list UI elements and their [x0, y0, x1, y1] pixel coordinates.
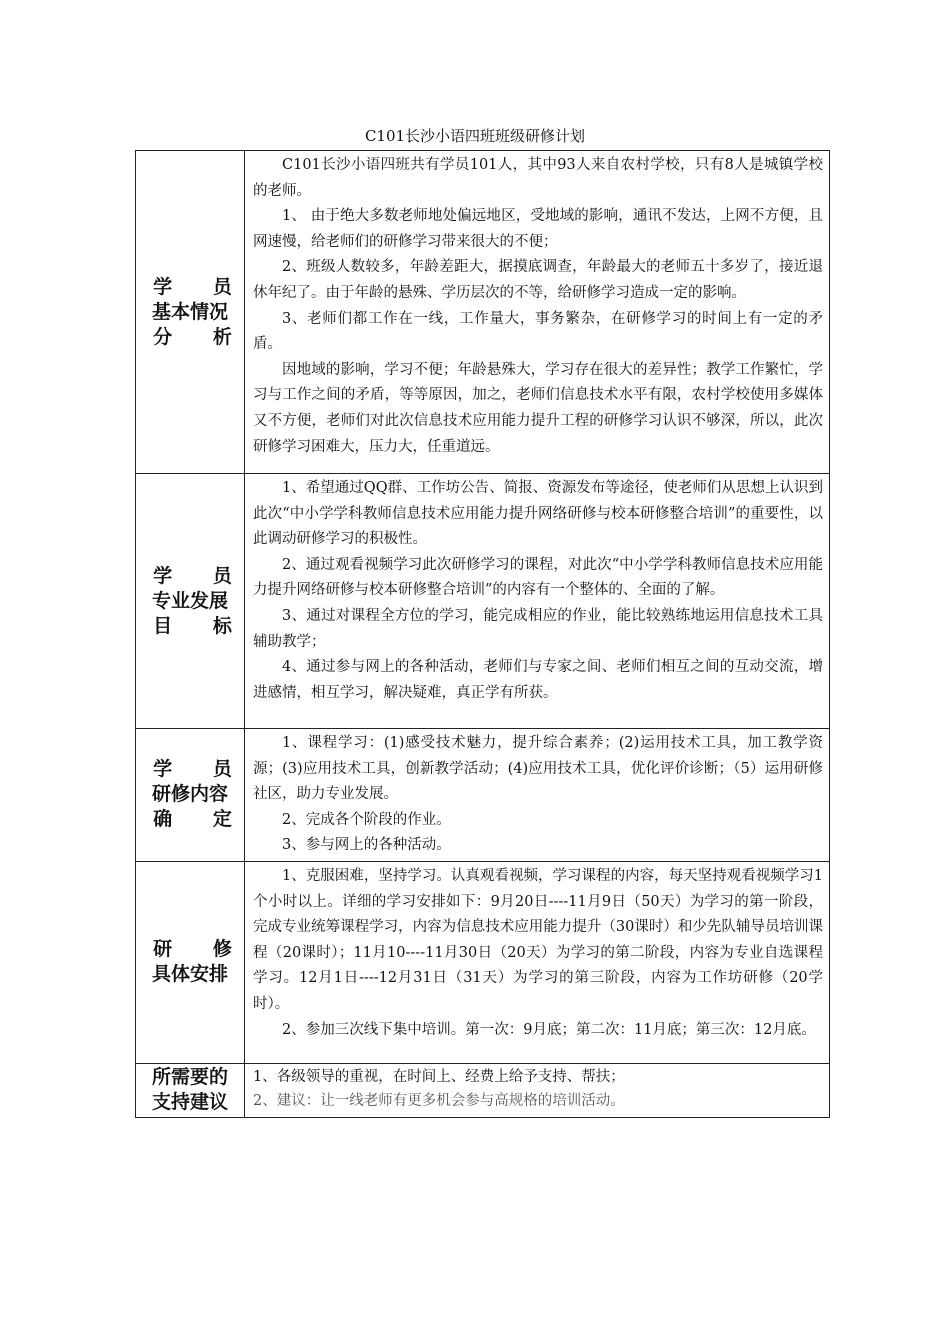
section-label [136, 1063, 245, 1117]
label-line: 专业发展 [151, 589, 228, 612]
section-content [245, 474, 830, 729]
section-row-development-goals [136, 474, 830, 729]
paragraph: 3、参与网上的各种活动。 [282, 837, 451, 854]
paragraph: C101长沙小语四班共有学员101人，其中93人来自农村学校，只有8人是城镇学校的老师。 [253, 157, 823, 199]
section-row-student-analysis [136, 151, 830, 474]
label-line: 确 定 [153, 808, 250, 831]
paragraph: 因地域的影响，学习不便；年龄悬殊大，学习存在很大的差异性；教学工作繁忙，学习与工作之间的矛盾，等等原因，加之，老师们信息技术水平有限，农村学校使用多媒体又不方便，老师们对此次信息技术应用能力提升工程的研修学习认识不够深，所以，此次研修学习困难大，压力大，任重道远。 [253, 361, 823, 455]
label-line: 基本情况 [151, 300, 228, 323]
section-content [245, 151, 830, 474]
paragraph: 2、完成各个阶段的作业。 [282, 811, 451, 828]
section-row-support [136, 1063, 830, 1117]
paragraph: 4、通过参与网上的各种活动，老师们与专家之间、老师们相互之间的互动交流，增进感情，相互学习，解决疑难，真正学有所获。 [253, 659, 823, 701]
label-line: 学 员 [153, 275, 250, 298]
section-label [136, 861, 250, 1063]
plan-table [135, 150, 830, 1118]
label-line: 支持建议 [151, 1091, 228, 1114]
label-line: 所需要的 [151, 1066, 228, 1089]
paragraph: 2、通过观看视频学习此次研修学习的课程，对此次“中小学学科教师信息技术应用能力提升网络研修与校本研修整合培训”的内容有一个整体的、全面的了解。 [253, 556, 823, 599]
paragraph: 1、希望通过QQ群、工作坊公告、简报、资源发布等途径，使老师们从思想上认识到此次“中小学学科教师信息技术应用能力提升网络研修与校本研修整合培训”的重要性，以此调动研修学习的积极性。 [253, 480, 823, 548]
paragraph: 1、各级领导的重视，在时间上、经费上给予支持、帮扶； [253, 1068, 625, 1085]
paragraph: 3、老师们都工作在一线，工作量大，事务繁杂，在研修学习的时间上有一定的矛盾。 [253, 310, 823, 353]
label-line: 目 标 [153, 614, 250, 637]
paragraph: 1、课程学习：(1)感受技术魅力，提升综合素养；(2)运用技术工具，加工教学资源；(3)应用技术工具，创新教学活动；(4)应用技术工具，优化评价诊断；（5）运用研修社区，助力专业发展。 [253, 735, 823, 803]
label-line: 研修内容 [151, 783, 228, 806]
section-label [136, 474, 250, 729]
paragraph: 3、通过对课程全方位的学习，能完成相应的作业，能比较熟练地运用信息技术工具辅助教学； [253, 607, 823, 650]
paragraph: 1、 由于绝大多数老师地处偏远地区，受地域的影响，通讯不发达，上网不方便，且网速慢，给老师们的研修学习带来很大的不便； [253, 208, 823, 250]
section-content [245, 729, 830, 862]
paragraph: 2、班级人数较多，年龄差距大，据摸底调查，年龄最大的老师五十多岁了，接近退休年纪了。由于年龄的悬殊、学历层次的不等，给研修学习造成一定的影响。 [253, 259, 823, 301]
section-row-training-content [136, 729, 830, 862]
label-line: 学 员 [153, 758, 250, 781]
label-line: 研 修 [153, 938, 250, 961]
section-content [245, 861, 830, 1063]
label-line: 具体安排 [151, 963, 228, 986]
section-row-schedule [136, 861, 830, 1063]
label-line: 分 析 [153, 325, 250, 348]
section-content [245, 1063, 830, 1117]
paragraph: 2、建议：让一线老师有更多机会参与高规格的培训活动。 [253, 1092, 625, 1109]
paragraph: 1、克服困难，坚持学习。认真观看视频，学习课程的内容，每天坚持观看视频学习1个小时以上。详细的学习安排如下：9月20日----11月9日（50天）为学习的第一阶段，完成专业统筹课程学习，内容为信息技术应用能力提升（30课时）和少先队辅导员培训课程（20课时）；11月10----11月30日（20天）为学习的第二阶段，内容为专业自选课程学习。12月1日----12月31日（31天）为学习的第三阶段，内容为工作坊研修（20学时）。 [253, 867, 823, 1012]
label-line: 学 员 [153, 564, 250, 587]
section-label [136, 151, 250, 474]
page-title: C101长沙小语四班班级研修计划 [364, 127, 586, 145]
paragraph: 2、参加三次线下集中培训。第一次：9月底；第二次：11月底；第三次：12月底。 [282, 1021, 816, 1038]
section-label [136, 729, 250, 862]
